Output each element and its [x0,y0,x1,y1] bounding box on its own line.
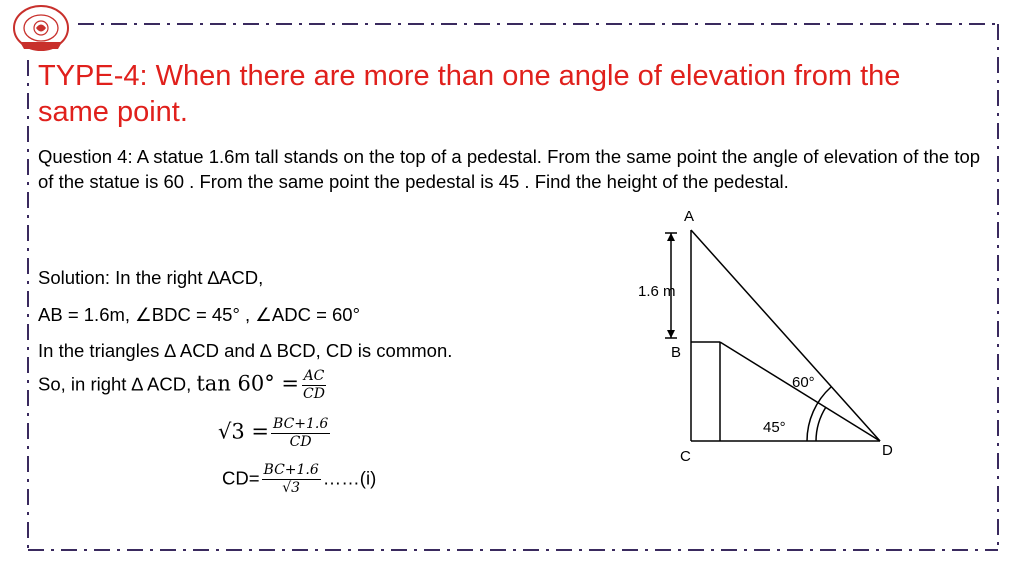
label-c: C [680,448,691,465]
solution-line-4 [38,368,329,403]
solution-line-5 [218,416,332,451]
angle-arc-45 [816,407,826,441]
solution-line-1: Solution: In the right ∆ACD, [38,267,264,288]
line5-fraction [271,416,330,451]
dimension-arrow-up [667,233,675,241]
solution-line-3: In the triangles ∆ ACD and ∆ BCD, CD is common. [38,340,453,361]
line6-numerator: BC+1.6 [263,462,319,478]
height-label: 1.6 m [638,283,676,300]
dimension-arrow-down [667,330,675,338]
college-logo [6,2,76,60]
line4-text: So, in right ∆ ACD, [38,373,197,395]
line5-lhs: √3 = [218,419,270,444]
line5-denominator: CD [289,434,312,450]
line4-fraction [301,368,327,403]
triangle-diagram [600,200,920,470]
line5-numerator: BC+1.6 [273,416,329,432]
solution-line-2: AB = 1.6m, ∠BDC = 45° , ∠ADC = 60° [38,304,360,325]
solution-line-6 [222,462,376,497]
line6-denominator: √3 [282,480,301,496]
line4-numerator: AC [303,368,325,384]
angle-label-60: 60° [792,374,815,391]
label-d: D [882,442,893,459]
line4-denominator: CD [303,386,325,402]
angle-label-45: 45° [763,419,786,436]
label-b: B [671,344,682,361]
angle-arc-60 [807,387,831,441]
label-a: A [684,208,695,225]
slide-title: TYPE-4: When there are more than one angle of elevation from the same point. [38,60,901,128]
line6-tail: ……(i) [322,467,377,489]
line6-lhs: CD= [222,467,260,489]
question-text: Question 4: A statue 1.6m tall stands on the top of a pedestal. From the same point the angle of elevation of the top of the statue is 60 . From the same point the pedestal is 45 . Find the height of the pedestal. [38,146,981,192]
line-bd [720,342,880,441]
line4-lhs: tan 60° = [196,371,300,396]
line6-fraction [262,462,321,497]
